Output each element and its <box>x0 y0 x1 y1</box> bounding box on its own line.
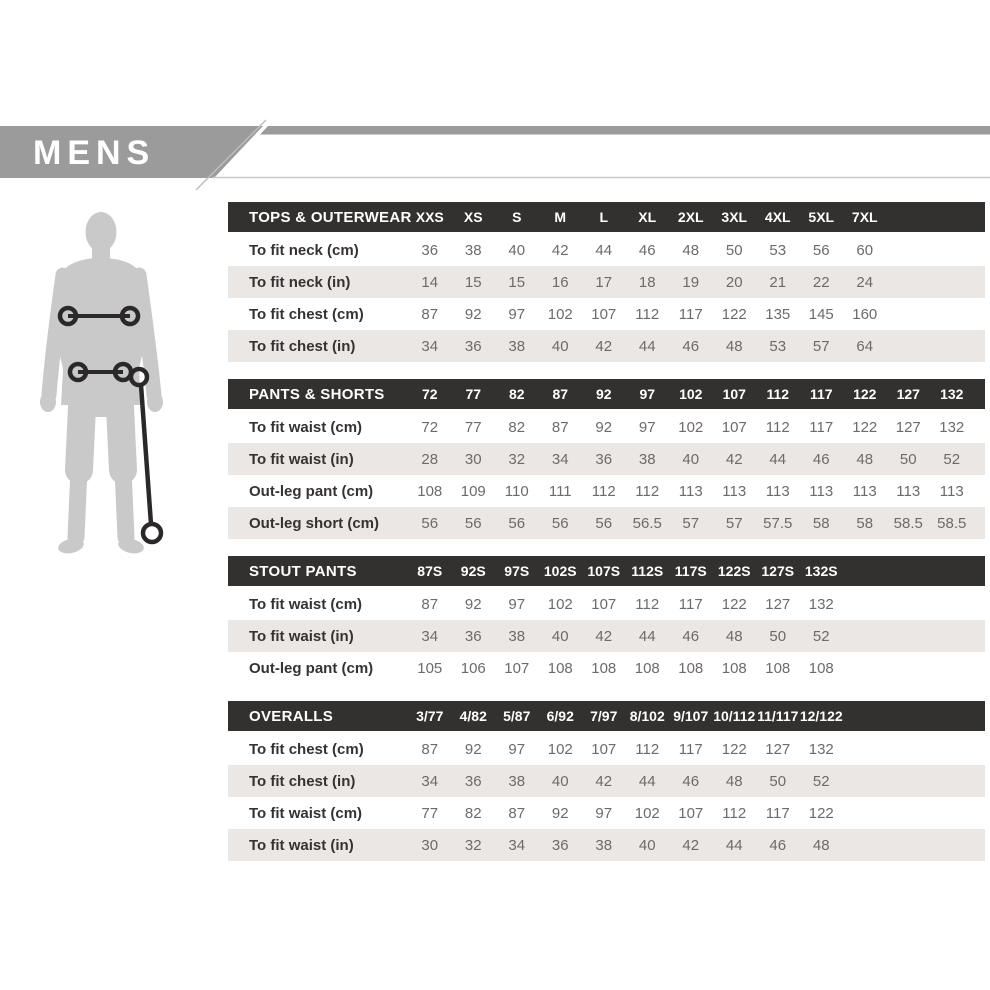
column-header: 117 <box>809 386 833 402</box>
page-title: MENS <box>33 134 156 172</box>
value-cell: 92 <box>464 595 482 613</box>
value-cell: 122 <box>721 740 747 758</box>
column-header: 3/77 <box>416 708 444 724</box>
value-cell: 16 <box>551 273 569 291</box>
row-label: To fit chest (cm) <box>249 305 364 323</box>
column-header: 107S <box>587 563 621 579</box>
table-row <box>228 330 985 362</box>
value-cell: 102 <box>634 804 660 822</box>
value-cell: 92 <box>551 804 569 822</box>
column-header: 3XL <box>721 209 748 225</box>
column-header: 5/87 <box>503 708 531 724</box>
value-cell: 21 <box>769 273 787 291</box>
column-header: 122S <box>717 563 751 579</box>
table-row <box>228 765 985 797</box>
value-cell: 117 <box>678 595 703 613</box>
sizing-table-tops-outerwear <box>228 202 985 362</box>
value-cell: 108 <box>547 659 573 677</box>
value-cell: 36 <box>595 450 613 468</box>
value-cell: 117 <box>678 305 703 323</box>
value-cell: 57 <box>682 514 700 532</box>
value-cell: 40 <box>638 836 656 854</box>
table-row <box>228 266 985 298</box>
value-cell: 87 <box>551 418 569 436</box>
value-cell: 48 <box>856 450 874 468</box>
sizing-tables <box>228 202 985 878</box>
table-title: TOPS & OUTERWEAR <box>249 208 412 226</box>
table-header-overalls <box>228 701 985 731</box>
value-cell: 97 <box>508 595 526 613</box>
table-header-tops-outerwear <box>228 202 985 232</box>
value-cell: 24 <box>856 273 874 291</box>
column-header: 4/82 <box>459 708 487 724</box>
value-cell: 14 <box>421 273 439 291</box>
value-cell: 113 <box>939 482 964 500</box>
column-header: 5XL <box>808 209 835 225</box>
value-cell: 58 <box>812 514 830 532</box>
column-header: 97S <box>504 563 530 579</box>
sizing-table-stout-pants <box>228 556 985 684</box>
value-cell: 110 <box>504 482 529 500</box>
column-header: 132S <box>804 563 838 579</box>
value-cell: 108 <box>634 659 660 677</box>
row-label: To fit waist (in) <box>249 836 354 854</box>
column-header: S <box>512 209 522 225</box>
value-cell: 36 <box>464 772 482 790</box>
value-cell: 36 <box>464 627 482 645</box>
column-header: 122 <box>853 386 877 402</box>
column-header: 7XL <box>851 209 878 225</box>
value-cell: 102 <box>547 595 573 613</box>
column-header: 2XL <box>677 209 704 225</box>
value-cell: 58.5 <box>937 514 967 532</box>
value-cell: 46 <box>812 450 830 468</box>
value-cell: 87 <box>421 740 439 758</box>
value-cell: 112 <box>635 740 660 758</box>
value-cell: 127 <box>765 740 791 758</box>
value-cell: 97 <box>508 305 526 323</box>
value-cell: 122 <box>721 305 747 323</box>
value-cell: 36 <box>464 337 482 355</box>
value-cell: 107 <box>678 804 704 822</box>
value-cell: 132 <box>808 740 834 758</box>
column-header: XS <box>463 209 483 225</box>
value-cell: 97 <box>595 804 613 822</box>
value-cell: 50 <box>769 627 787 645</box>
value-cell: 105 <box>417 659 443 677</box>
mens-banner <box>0 0 990 200</box>
value-cell: 112 <box>635 482 660 500</box>
row-label: To fit chest (in) <box>249 772 356 790</box>
value-cell: 64 <box>856 337 874 355</box>
value-cell: 107 <box>504 659 530 677</box>
value-cell: 108 <box>417 482 443 500</box>
row-label: To fit waist (in) <box>249 450 354 468</box>
value-cell: 20 <box>725 273 743 291</box>
row-label: Out-leg pant (cm) <box>249 482 374 500</box>
value-cell: 36 <box>421 241 439 259</box>
table-row <box>228 733 985 765</box>
value-cell: 132 <box>808 595 834 613</box>
column-header: 72 <box>421 386 438 402</box>
value-cell: 56 <box>812 241 830 259</box>
value-cell: 57 <box>812 337 830 355</box>
row-label: To fit waist (cm) <box>249 418 363 436</box>
value-cell: 42 <box>725 450 743 468</box>
value-cell: 102 <box>547 305 573 323</box>
value-cell: 42 <box>551 241 569 259</box>
column-header: 12/122 <box>799 708 843 724</box>
column-header: 92S <box>460 563 486 579</box>
value-cell: 30 <box>464 450 482 468</box>
table-header-stout-pants <box>228 556 985 586</box>
value-cell: 40 <box>682 450 700 468</box>
column-header: 77 <box>465 386 482 402</box>
value-cell: 56 <box>508 514 526 532</box>
value-cell: 108 <box>765 659 791 677</box>
value-cell: 32 <box>464 836 482 854</box>
value-cell: 117 <box>809 418 834 436</box>
value-cell: 56 <box>595 514 613 532</box>
value-cell: 108 <box>678 659 704 677</box>
table-row <box>228 829 985 861</box>
value-cell: 44 <box>595 241 613 259</box>
value-cell: 50 <box>725 241 743 259</box>
value-cell: 106 <box>460 659 486 677</box>
value-cell: 53 <box>769 337 787 355</box>
value-cell: 109 <box>460 482 486 500</box>
table-title: PANTS & SHORTS <box>249 385 385 403</box>
column-header: 132 <box>940 386 964 402</box>
row-label: Out-leg short (cm) <box>249 514 379 532</box>
table-row <box>228 588 985 620</box>
value-cell: 48 <box>725 772 743 790</box>
value-cell: 117 <box>765 804 790 822</box>
column-header: 7/97 <box>590 708 618 724</box>
value-cell: 127 <box>895 418 921 436</box>
value-cell: 50 <box>899 450 917 468</box>
value-cell: 58.5 <box>893 514 923 532</box>
column-header: 97 <box>639 386 656 402</box>
value-cell: 40 <box>551 337 569 355</box>
column-header: 6/92 <box>546 708 574 724</box>
value-cell: 107 <box>721 418 747 436</box>
value-cell: 57 <box>725 514 743 532</box>
value-cell: 60 <box>856 241 874 259</box>
value-cell: 87 <box>421 305 439 323</box>
column-header: 9/107 <box>673 708 709 724</box>
column-header: L <box>599 209 609 225</box>
row-label: To fit waist (in) <box>249 627 354 645</box>
value-cell: 38 <box>595 836 613 854</box>
banner-strip <box>260 126 990 135</box>
value-cell: 113 <box>678 482 703 500</box>
value-cell: 15 <box>508 273 526 291</box>
value-cell: 77 <box>464 418 482 436</box>
value-cell: 111 <box>548 482 572 500</box>
value-cell: 122 <box>852 418 878 436</box>
value-cell: 56 <box>464 514 482 532</box>
sizing-table-pants-shorts <box>228 379 985 539</box>
value-cell: 52 <box>943 450 961 468</box>
value-cell: 56 <box>421 514 439 532</box>
value-cell: 44 <box>638 772 656 790</box>
value-cell: 42 <box>595 337 613 355</box>
value-cell: 42 <box>682 836 700 854</box>
table-row <box>228 298 985 330</box>
column-header: 127 <box>896 386 920 402</box>
value-cell: 92 <box>595 418 613 436</box>
value-cell: 48 <box>725 337 743 355</box>
value-cell: 44 <box>769 450 787 468</box>
value-cell: 112 <box>722 804 747 822</box>
value-cell: 87 <box>421 595 439 613</box>
value-cell: 97 <box>508 740 526 758</box>
table-row <box>228 652 985 684</box>
value-cell: 53 <box>769 241 787 259</box>
value-cell: 22 <box>812 273 830 291</box>
column-header: 107 <box>722 386 746 402</box>
column-header: 102S <box>543 563 577 579</box>
column-header: 10/112 <box>713 708 756 724</box>
value-cell: 127 <box>765 595 791 613</box>
value-cell: 30 <box>421 836 439 854</box>
value-cell: 112 <box>591 482 616 500</box>
value-cell: 44 <box>638 627 656 645</box>
value-cell: 34 <box>421 627 439 645</box>
table-header-pants-shorts <box>228 379 985 409</box>
value-cell: 42 <box>595 627 613 645</box>
value-cell: 48 <box>812 836 830 854</box>
value-cell: 40 <box>551 627 569 645</box>
column-header: 87S <box>417 563 443 579</box>
value-cell: 57.5 <box>763 514 793 532</box>
value-cell: 44 <box>725 836 743 854</box>
column-header: 112S <box>631 563 664 579</box>
row-label: To fit chest (cm) <box>249 740 364 758</box>
value-cell: 107 <box>591 740 617 758</box>
table-title: OVERALLS <box>249 707 334 725</box>
value-cell: 17 <box>595 273 613 291</box>
value-cell: 38 <box>508 337 526 355</box>
value-cell: 112 <box>635 305 660 323</box>
value-cell: 102 <box>678 418 704 436</box>
column-header: 82 <box>508 386 525 402</box>
value-cell: 28 <box>421 450 439 468</box>
value-cell: 82 <box>464 804 482 822</box>
table-row <box>228 234 985 266</box>
value-cell: 145 <box>808 305 834 323</box>
value-cell: 46 <box>682 337 700 355</box>
table-row <box>228 797 985 829</box>
value-cell: 112 <box>635 595 660 613</box>
column-header: 87 <box>552 386 569 402</box>
row-label: Out-leg pant (cm) <box>249 659 374 677</box>
value-cell: 82 <box>508 418 526 436</box>
column-header: 92 <box>595 386 612 402</box>
body-silhouette <box>35 205 205 565</box>
value-cell: 92 <box>464 740 482 758</box>
value-cell: 18 <box>638 273 656 291</box>
value-cell: 52 <box>812 627 830 645</box>
table-row <box>228 411 985 443</box>
value-cell: 52 <box>812 772 830 790</box>
value-cell: 102 <box>547 740 573 758</box>
value-cell: 113 <box>809 482 834 500</box>
value-cell: 92 <box>464 305 482 323</box>
value-cell: 113 <box>896 482 921 500</box>
value-cell: 34 <box>508 836 526 854</box>
value-cell: 38 <box>508 772 526 790</box>
row-label: To fit neck (cm) <box>249 241 359 259</box>
column-header: M <box>554 209 567 225</box>
value-cell: 108 <box>591 659 617 677</box>
value-cell: 108 <box>721 659 747 677</box>
value-cell: 135 <box>765 305 791 323</box>
table-row <box>228 620 985 652</box>
value-cell: 48 <box>725 627 743 645</box>
value-cell: 87 <box>508 804 526 822</box>
row-label: To fit waist (cm) <box>249 804 363 822</box>
column-header: XXS <box>415 209 444 225</box>
value-cell: 113 <box>852 482 877 500</box>
value-cell: 19 <box>682 273 700 291</box>
value-cell: 38 <box>638 450 656 468</box>
column-header: XL <box>638 209 657 225</box>
value-cell: 160 <box>852 305 878 323</box>
column-header: 102 <box>679 386 703 402</box>
value-cell: 122 <box>808 804 834 822</box>
column-header: 117S <box>674 563 707 579</box>
value-cell: 113 <box>722 482 747 500</box>
value-cell: 34 <box>421 772 439 790</box>
value-cell: 36 <box>551 836 569 854</box>
value-cell: 50 <box>769 772 787 790</box>
value-cell: 97 <box>638 418 656 436</box>
value-cell: 44 <box>638 337 656 355</box>
value-cell: 56 <box>551 514 569 532</box>
column-header: 112 <box>766 386 790 402</box>
value-cell: 38 <box>508 627 526 645</box>
value-cell: 34 <box>421 337 439 355</box>
outleg-measure-bottom-circle <box>143 524 161 542</box>
value-cell: 46 <box>638 241 656 259</box>
value-cell: 34 <box>551 450 569 468</box>
value-cell: 107 <box>591 595 617 613</box>
value-cell: 46 <box>769 836 787 854</box>
sizing-table-overalls <box>228 701 985 861</box>
value-cell: 15 <box>464 273 482 291</box>
value-cell: 46 <box>682 627 700 645</box>
column-header: 4XL <box>764 209 791 225</box>
value-cell: 32 <box>508 450 526 468</box>
value-cell: 56.5 <box>632 514 662 532</box>
column-header: 127S <box>761 563 795 579</box>
value-cell: 117 <box>678 740 703 758</box>
value-cell: 40 <box>508 241 526 259</box>
table-title: STOUT PANTS <box>249 562 357 580</box>
value-cell: 48 <box>682 241 700 259</box>
value-cell: 46 <box>682 772 700 790</box>
row-label: To fit waist (cm) <box>249 595 363 613</box>
value-cell: 72 <box>421 418 439 436</box>
value-cell: 122 <box>721 595 747 613</box>
value-cell: 42 <box>595 772 613 790</box>
table-row <box>228 507 985 539</box>
value-cell: 113 <box>765 482 790 500</box>
table-row <box>228 443 985 475</box>
value-cell: 38 <box>464 241 482 259</box>
table-row <box>228 475 985 507</box>
value-cell: 58 <box>856 514 874 532</box>
row-label: To fit chest (in) <box>249 337 356 355</box>
column-header: 11/117 <box>757 708 799 724</box>
row-label: To fit neck (in) <box>249 273 351 291</box>
value-cell: 40 <box>551 772 569 790</box>
value-cell: 132 <box>939 418 965 436</box>
value-cell: 107 <box>591 305 617 323</box>
value-cell: 112 <box>765 418 790 436</box>
value-cell: 77 <box>421 804 439 822</box>
banner-baseline <box>212 177 990 178</box>
value-cell: 108 <box>808 659 834 677</box>
column-header: 8/102 <box>629 708 665 724</box>
